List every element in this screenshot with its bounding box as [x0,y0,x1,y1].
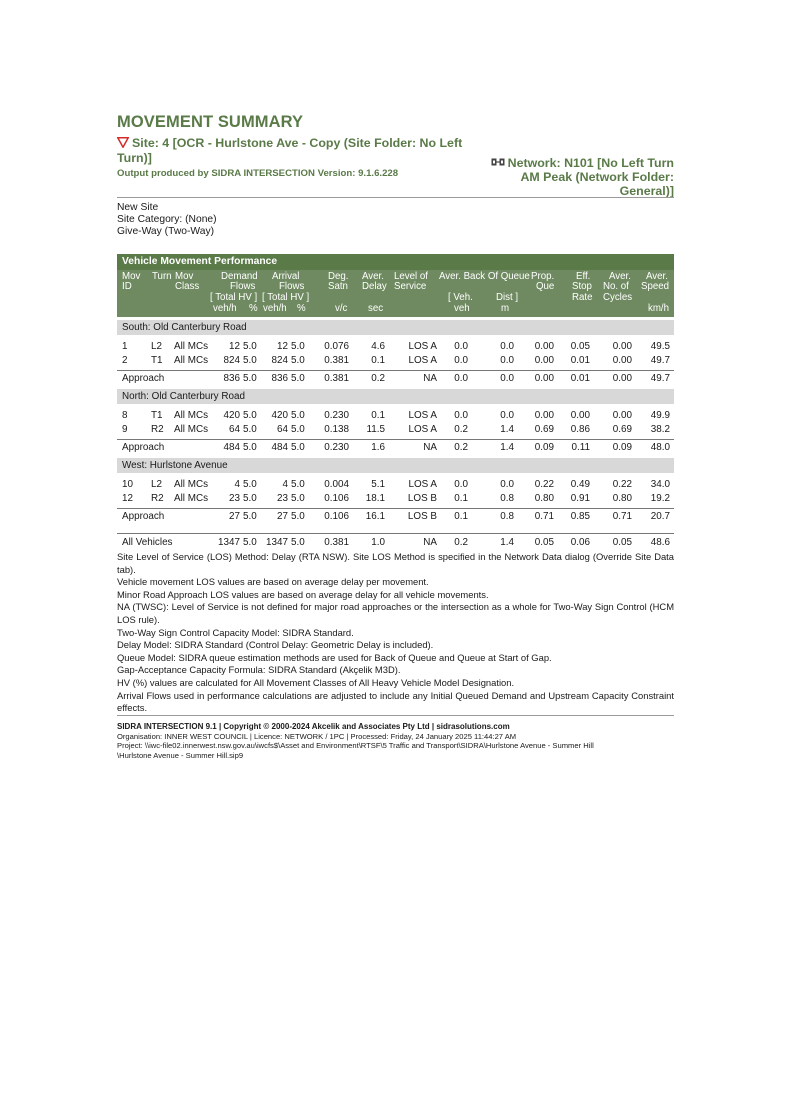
hdr-dist-2: m [501,303,510,314]
approach-row [117,508,674,524]
cell-cls: All MCs [174,410,209,421]
cell-los: NA [423,442,437,453]
approach-row [117,439,674,455]
cell-dist: 1.4 [500,537,514,548]
cell-veh: 0.2 [454,424,468,435]
hdr-arrival-2: Flows [279,281,305,292]
hdr-mov: Mov [122,271,141,282]
table-row [117,340,674,354]
note: HV (%) values are calculated for All Movement Classes of All Heavy Vehicle Model Designation. [117,676,515,688]
cell-dist: 0.0 [500,355,514,366]
cell-stop: 0.49 [570,479,590,490]
cell-veh: 0.0 [454,479,468,490]
cell-d-hv: 5.0 [243,355,257,366]
cell-veh: 0.1 [454,493,468,504]
cell-d-hv: 5.0 [243,493,257,504]
hdr-prop-1: Prop. [531,271,555,282]
cell-los: NA [423,373,437,384]
footer-divider [117,715,674,716]
cell-cycles: 0.71 [612,511,632,522]
cell-prop: 0.09 [534,442,554,453]
table-row [117,492,674,506]
footer-project-file: \Hurlstone Avenue - Summer Hill.sip9 [117,751,244,761]
cell-vc: 0.381 [324,537,349,548]
cell-d-total: 420 [223,410,240,421]
cell-delay: 5.1 [371,479,385,490]
cell-d-hv: 5.0 [243,511,257,522]
note: Vehicle movement LOS values are based on average delay per movement. [117,576,429,588]
cell-los: LOS A [408,479,437,490]
cell-stop: 0.05 [570,341,590,352]
hdr-demand-1: Demand [221,271,258,282]
cell-speed: 20.7 [650,511,670,522]
cell-id: 8 [122,410,128,421]
hdr-cycles-3: Cycles [603,292,633,303]
hdr-pct-arrival: % [297,303,306,314]
cell-stop: 0.91 [570,493,590,504]
network-heading [484,155,674,198]
cell-id: 9 [122,424,128,435]
meta-new-site: New Site [117,202,159,213]
hdr-vc: v/c [335,303,348,314]
cell-delay: 1.0 [371,537,385,548]
cell-d-hv: 5.0 [243,442,257,453]
cell-a-total: 836 [271,373,288,384]
cell-prop: 0.05 [534,537,554,548]
cell-delay: 16.1 [365,511,385,522]
cell-delay: 1.6 [371,442,385,453]
network-line1: Network: N101 [No Left Turn [507,156,674,170]
approach-label: Approach [122,511,165,522]
cell-stop: 0.00 [570,410,590,421]
cell-d-hv: 5.0 [243,341,257,352]
cell-speed: 48.0 [650,442,670,453]
cell-speed: 19.2 [650,493,670,504]
cell-d-total: 23 [229,493,240,504]
cell-d-total: 836 [223,373,240,384]
hdr-deg: Deg. [328,271,349,282]
hdr-total-hv-arrival: [ Total HV ] [262,292,310,303]
site-heading-line1: Site: 4 [OCR - Hurlstone Ave - Copy (Site Folder: No Left [132,136,463,150]
hdr-prop-2: Que [536,281,555,292]
cell-vc: 0.106 [324,493,349,504]
footer-organisation: Organisation: INNER WEST COUNCIL | Licence: NETWORK / 1PC | Processed: Friday, 24 January 2025 11:44:27 AM [117,731,517,741]
cell-a-total: 1347 [266,537,288,548]
cell-d-total: 1347 [218,537,240,548]
cell-cls: All MCs [174,424,209,435]
report-footer [117,722,697,761]
cell-prop: 0.00 [534,341,554,352]
cell-speed: 49.5 [650,341,670,352]
cell-d-hv: 5.0 [243,537,257,548]
cell-turn: R2 [151,493,164,504]
cell-dist: 0.8 [500,511,514,522]
hdr-eff-2: Stop [572,281,592,292]
note: Minor Road Approach LOS values are based on average delay for all vehicle movements. [117,588,489,600]
cell-turn: T1 [151,410,163,421]
note: Queue Model: SIDRA queue estimation methods are used for Back of Queue and Queue at Start of Gap. [117,651,552,663]
cell-cls: All MCs [174,355,209,366]
all-vehicles-label: All Vehicles [122,537,173,548]
note: Site Level of Service (LOS) Method: Delay (RTA NSW). Site LOS Method is specified in the Network Data dialog (Override Site Data tab). [117,551,674,575]
cell-a-total: 27 [277,511,288,522]
cell-stop: 0.85 [570,511,590,522]
cell-a-total: 12 [277,341,288,352]
cell-d-total: 4 [234,479,240,490]
cell-speed: 48.6 [650,537,670,548]
hdr-arrival-1: Arrival [272,271,300,282]
table-body [117,320,674,551]
hdr-vehh-arrival: veh/h [263,303,287,314]
cell-cycles: 0.00 [612,355,632,366]
network-line3: General)] [619,184,674,198]
hdr-demand-2: Flows [230,281,256,292]
approach-label: Approach [122,442,165,453]
hdr-eff-1: Eff. [576,271,591,282]
cell-a-hv: 5.0 [291,373,305,384]
cell-dist: 0.0 [500,373,514,384]
section-header: West: Hurlstone Avenue [117,458,674,473]
hdr-speed-2: Speed [641,281,670,292]
note: Arrival Flows used in performance calculations are adjusted to include any Initial Queued Demand and Upstream Capacity Constraint effects. [117,689,674,714]
cell-cycles: 0.00 [612,341,632,352]
note: Gap-Acceptance Capacity Formula: SIDRA Standard (Akçelik M3D). [117,664,401,676]
cell-turn: R2 [151,424,164,435]
cell-stop: 0.01 [570,373,590,384]
cell-speed: 34.0 [650,479,670,490]
hdr-cycles-2: No. of [603,281,629,292]
cell-prop: 0.69 [534,424,554,435]
hdr-los-1: Level of [394,271,428,282]
cell-a-hv: 5.0 [291,341,305,352]
section-header: South: Old Canterbury Road [117,320,674,335]
cell-dist: 0.0 [500,341,514,352]
approach-row [117,370,674,386]
cell-veh: 0.0 [454,410,468,421]
cell-vc: 0.076 [324,341,349,352]
cell-cls: All MCs [174,341,209,352]
cell-veh: 0.0 [454,373,468,384]
hdr-kmh: km/h [648,303,669,314]
table-row [117,354,674,368]
cell-vc: 0.381 [324,355,349,366]
cell-vc: 0.004 [324,479,349,490]
hdr-los-2: Service [394,281,427,292]
hdr-eff-3: Rate [572,292,593,303]
hdr-mov-class-1: Mov [175,271,194,282]
cell-a-hv: 5.0 [291,537,305,548]
hdr-dist-1: Dist ] [496,292,519,303]
cell-cycles: 0.80 [612,493,632,504]
cell-cycles: 0.05 [612,537,632,548]
give-way-triangle-icon [117,137,129,151]
table-row [117,478,674,492]
header-divider [117,197,674,198]
cell-d-hv: 5.0 [243,373,257,384]
section-header: North: Old Canterbury Road [117,389,674,404]
cell-dist: 1.4 [500,424,514,435]
hdr-vehh-demand: veh/h [213,303,237,314]
footer-copyright: SIDRA INTERSECTION 9.1 | Copyright © 2000-2024 Akcelik and Associates Pty Ltd | sidrasolutions.com [117,722,510,731]
cell-a-hv: 5.0 [291,410,305,421]
cell-a-hv: 5.0 [291,479,305,490]
cell-stop: 0.01 [570,355,590,366]
cell-d-hv: 5.0 [243,479,257,490]
hdr-back-of-queue: Aver. Back Of Queue [439,271,530,282]
cell-prop: 0.71 [534,511,554,522]
cell-delay: 18.1 [365,493,385,504]
cell-d-total: 484 [223,442,240,453]
table-header [117,270,674,317]
hdr-speed-1: Aver. [646,271,668,282]
cell-a-hv: 5.0 [291,493,305,504]
cell-los: LOS B [407,511,437,522]
cell-vc: 0.230 [324,410,349,421]
hdr-id: ID [122,281,132,292]
cell-stop: 0.11 [571,442,590,453]
note: NA (TWSC): Level of Service is not defined for major road approaches or the intersection as a whole for Two-Way Sign Control (HCM LOS rule). [117,601,674,625]
cell-a-hv: 5.0 [291,355,305,366]
cell-vc: 0.230 [324,442,349,453]
network-line2: AM Peak (Network Folder: [520,170,674,184]
cell-id: 10 [122,479,133,490]
note: Delay Model: SIDRA Standard (Control Delay: Geometric Delay is included). [117,639,434,651]
hdr-aver-delay-1: Aver. [362,271,384,282]
cell-delay: 0.1 [371,410,385,421]
cell-d-total: 64 [229,424,240,435]
cell-los: LOS A [408,341,437,352]
hdr-mov-class-2: Class [175,281,200,292]
cell-speed: 49.9 [650,410,670,421]
cell-delay: 11.5 [366,424,385,435]
site-heading-line2: Turn)] [117,151,152,165]
cell-dist: 1.4 [500,442,514,453]
cell-vc: 0.106 [324,511,349,522]
cell-cycles: 0.00 [612,373,632,384]
hdr-aver-delay-2: Delay [362,281,387,292]
hdr-turn: Turn [152,271,172,282]
network-icon [491,155,505,163]
cell-a-total: 4 [282,479,288,490]
hdr-pct-demand: % [249,303,258,314]
vehicle-movement-table [117,254,674,551]
hdr-veh-2: veh [454,303,470,314]
site-heading [117,136,467,165]
cell-los: LOS B [407,493,437,504]
table-row [117,423,674,437]
all-vehicles-row [117,533,674,551]
cell-d-total: 824 [223,355,240,366]
cell-delay: 0.2 [371,373,385,384]
report-notes [117,551,674,715]
note: Two-Way Sign Control Capacity Model: SIDRA Standard. [117,626,354,638]
cell-id: 1 [122,341,128,352]
cell-los: NA [423,537,437,548]
meta-control: Give-Way (Two-Way) [117,226,215,237]
hdr-total-hv-demand: [ Total HV ] [210,292,258,303]
meta-category: Site Category: (None) [117,214,217,225]
produced-by: Output produced by SIDRA INTERSECTION Version: 9.1.6.228 [117,168,399,179]
cell-veh: 0.1 [454,511,468,522]
hdr-cycles-1: Aver. [609,271,631,282]
cell-d-total: 27 [229,511,240,522]
cell-veh: 0.0 [454,341,468,352]
cell-los: LOS A [408,424,437,435]
cell-prop: 0.00 [534,355,554,366]
cell-prop: 0.80 [534,493,554,504]
cell-turn: T1 [151,355,163,366]
cell-cycles: 0.09 [612,442,632,453]
cell-vc: 0.138 [324,424,349,435]
cell-los: LOS A [408,355,437,366]
cell-cycles: 0.69 [612,424,632,435]
cell-dist: 0.0 [500,479,514,490]
cell-delay: 4.6 [371,341,385,352]
cell-a-total: 484 [271,442,288,453]
site-meta [117,202,217,238]
cell-prop: 0.22 [534,479,554,490]
cell-cls: All MCs [174,479,209,490]
cell-turn: L2 [151,341,162,352]
cell-prop: 0.00 [534,410,554,421]
cell-stop: 0.06 [570,537,590,548]
hdr-satn: Satn [328,281,348,292]
hdr-sec: sec [368,303,384,314]
cell-a-total: 420 [271,410,288,421]
cell-a-hv: 5.0 [291,424,305,435]
cell-a-hv: 5.0 [291,511,305,522]
cell-a-total: 23 [277,493,288,504]
cell-id: 2 [122,355,128,366]
cell-prop: 0.00 [534,373,554,384]
cell-los: LOS A [408,410,437,421]
cell-veh: 0.0 [454,355,468,366]
cell-vc: 0.381 [324,373,349,384]
cell-a-total: 64 [277,424,288,435]
cell-d-total: 12 [229,341,240,352]
cell-cycles: 0.22 [612,479,632,490]
cell-stop: 0.86 [570,424,590,435]
cell-veh: 0.2 [454,537,468,548]
approach-label: Approach [122,373,165,384]
cell-id: 12 [122,493,133,504]
cell-speed: 38.2 [650,424,670,435]
cell-speed: 49.7 [650,373,670,384]
cell-a-total: 824 [271,355,288,366]
cell-speed: 49.7 [650,355,670,366]
cell-dist: 0.8 [500,493,514,504]
cell-delay: 0.1 [371,355,385,366]
cell-d-hv: 5.0 [243,410,257,421]
hdr-veh-1: [ Veh. [448,292,473,303]
cell-d-hv: 5.0 [243,424,257,435]
footer-project: Project: \\iwc-file02.innerwest.nsw.gov.au\iwcfs$\Asset and Environment\RTSF\5 Traffic and Transport\SIDRA\Hurlstone Avenue - Summer Hill [117,741,594,751]
cell-cls: All MCs [174,493,209,504]
report-title: MOVEMENT SUMMARY [117,113,304,131]
cell-cycles: 0.00 [612,410,632,421]
cell-turn: L2 [151,479,162,490]
table-title: Vehicle Movement Performance [117,254,674,270]
cell-veh: 0.2 [454,442,468,453]
table-row [117,409,674,423]
cell-dist: 0.0 [500,410,514,421]
cell-a-hv: 5.0 [291,442,305,453]
